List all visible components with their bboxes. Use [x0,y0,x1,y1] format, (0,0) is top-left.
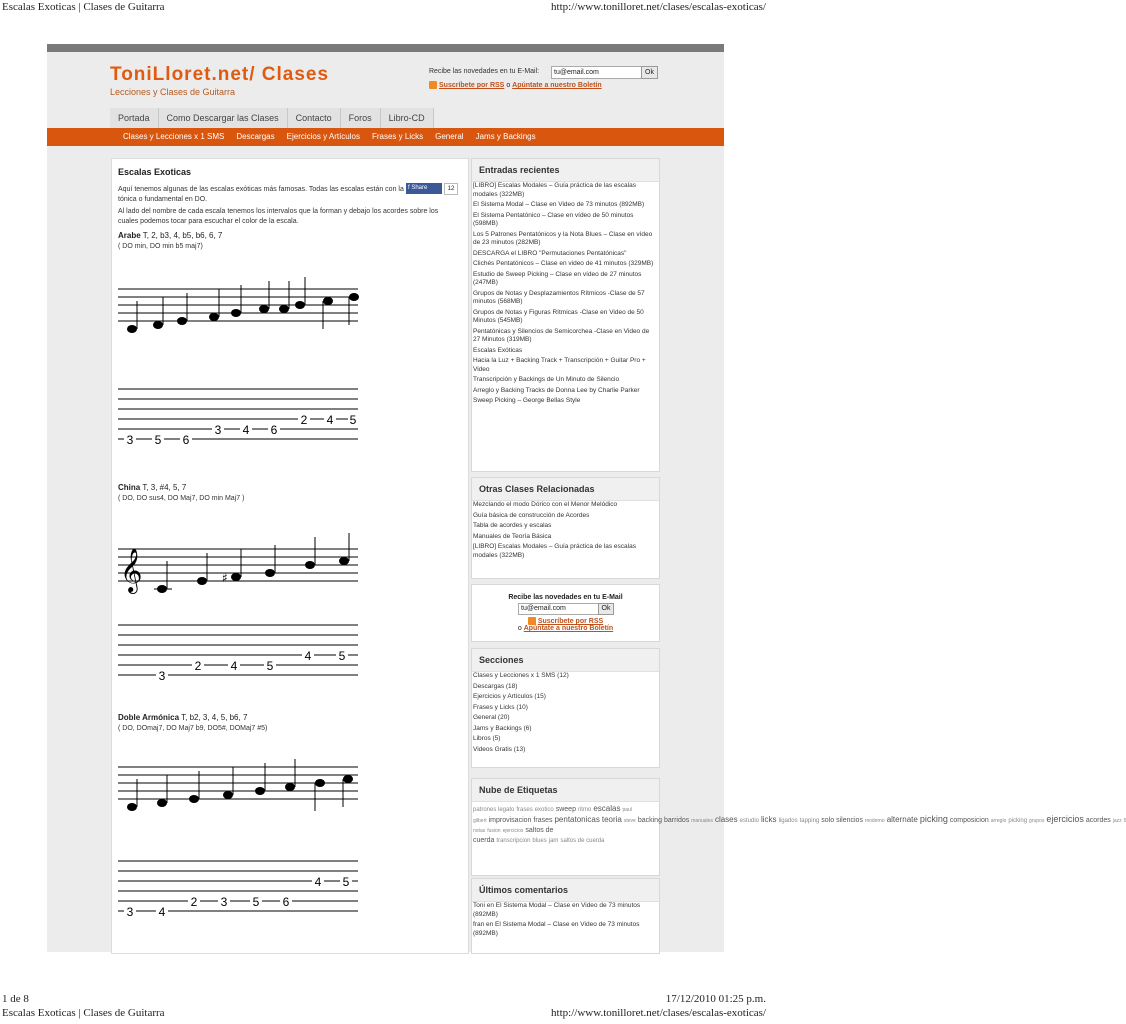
sections-widget [471,648,660,768]
share-count: 12 [444,183,458,195]
tab-number: 3 [220,895,228,909]
tab-number: 4 [158,905,166,919]
widget-title: Entradas recientes [472,159,659,182]
or-text: o [506,81,511,89]
section-link[interactable]: Descargas (18) [473,682,518,690]
related-widget [471,477,660,579]
tab-number: 2 [300,413,308,427]
tag-link[interactable]: improvisacion [488,817,532,824]
print-footer-title: Escalas Exoticas | Clases de Guitarra [2,1007,165,1019]
nav-descargar[interactable]: Como Descargar las Clases [159,108,288,128]
tag-link[interactable]: fusion [487,828,501,834]
scale-intervals: T, 3, #4, 5, 7 [142,483,187,492]
sections-list [472,672,659,754]
website [47,44,1126,952]
tab-number: 3 [214,423,222,437]
recent-post-link[interactable]: Estudio de Sweep Picking – Clase en vídeo de 27 minutos (247MB) [473,270,642,286]
tag-link[interactable]: jazz [1112,818,1122,824]
print-header-url: http://www.tonilloret.net/clases/escalas-exoticas/ [551,1,766,13]
recent-posts-widget [471,158,660,472]
cat-descargas[interactable]: Descargas [236,132,275,141]
tag-link[interactable]: backing [637,817,662,824]
section-link[interactable]: Clases y Lecciones x 1 SMS (12) [473,672,569,679]
page-number: 1 de 8 [2,993,29,1005]
tab-number: 5 [266,659,274,673]
tag-link[interactable]: tapping [799,818,820,824]
email-widget-title: Recibe las novedades en tu E-Mail [508,594,623,601]
recent-post-link[interactable]: Arreglo y Backing Tracks de Donna Lee by Charlie Parker [473,386,640,394]
tag-link[interactable]: solo [821,817,835,824]
widget-title: Secciones [472,649,659,672]
widget-title: Otras Clases Relacionadas [472,478,659,501]
tag-link[interactable]: sweep [555,806,576,813]
scale-chords: ( DO, DOmaj7, DO Maj7 b9, DO5#, DOMaj7 #5) [118,725,268,732]
tag-link[interactable]: ejercicios [1046,814,1084,824]
print-datetime: 17/12/2010 01:25 p.m. [665,993,766,1005]
site-tagline: Lecciones y Clases de Guitarra [110,87,236,97]
tag-link[interactable]: picking [919,814,948,824]
arabe-notation [118,259,358,459]
tab-number: 3 [126,905,134,919]
recent-post-link[interactable]: Escalas Exóticas [473,346,523,354]
email-widget [471,584,660,642]
tag-link[interactable]: estudio [739,818,759,824]
recent-post-link[interactable]: El Sistema Pentatónico – Clase en vídeo de 50 minutos (598MB) [473,211,634,227]
cat-sms[interactable]: Clases y Lecciones x 1 SMS [123,132,225,141]
tag-link[interactable]: 5 notas [473,818,1126,834]
email-input[interactable]: tu@email.com [551,66,643,79]
scale-name: Doble Armónica [118,713,180,722]
print-header [0,0,768,16]
related-link[interactable]: Mezclando el modo Dórico con el Menor Melódico [473,501,618,508]
or-text: o [517,625,522,632]
tag-link[interactable]: picking [1008,818,1028,824]
nav-contacto[interactable]: Contacto [288,108,341,128]
tag-link[interactable]: frases [516,807,533,813]
tag-link[interactable]: escalas [593,804,621,813]
ok-button[interactable]: Ok [598,603,614,615]
intro-paragraph: Aquí tenemos algunas de las escalas exóticas más famosas. Todas las escalas están con la tónica o fundamental en DO. [118,186,404,203]
tab-number: 2 [194,659,202,673]
tag-link[interactable]: barridos [663,817,690,824]
recent-post-link[interactable]: Transcripción y Backings de Un Minuto de Silencio [473,376,620,383]
tag-link[interactable]: ejercicios [502,828,524,834]
section-link[interactable]: Videos Gratis (13) [473,745,526,753]
email-input[interactable]: tu@email.com [518,603,600,615]
tab-number: 4 [242,423,250,437]
print-footer [0,992,768,1024]
related-link[interactable]: Guía básica de construcción de Acordes [473,511,590,519]
tag-link[interactable]: manuales [691,818,713,824]
main-nav [110,108,434,128]
tab-number: 6 [182,433,190,447]
tag-link[interactable]: moderno [864,818,885,824]
recent-post-link[interactable]: Grupos de Notas y Desplazamientos Rítmicos -Clase de 57 minutos (568MB) [473,289,645,305]
recent-post-link[interactable]: Hacia la Luz + Backing Track + Transcripción + Guitar Pro + Video [473,357,646,373]
rss-link[interactable]: Suscríbete por RSS [537,617,604,625]
newsletter-link[interactable]: Apúntate a nuestro Boletín [523,625,614,632]
recent-post-link[interactable]: Los 5 Patrones Pentatónicos y la Nota Blues – Clase en vídeo de 23 minutos (282MB) [473,230,653,246]
recent-post-link[interactable]: Clichés Pentatónicos – Clase en video de 41 minutos (329MB) [473,260,654,267]
nav-foros[interactable]: Foros [341,108,381,128]
tab-number: 5 [349,413,357,427]
tag-link[interactable]: frases [533,817,553,824]
recent-posts-list [472,182,659,406]
tab-number: 2 [190,895,198,909]
share-label: Share [411,185,428,191]
tag-link[interactable]: alternate [886,815,918,824]
nav-libro[interactable]: Libro-CD [381,108,434,128]
comments-widget [471,878,660,954]
tag-link[interactable]: silencios [836,817,863,824]
section-link[interactable]: Frases y Licks (10) [473,703,528,711]
top-bar [47,44,724,52]
print-footer-url: http://www.tonilloret.net/clases/escalas-exoticas/ [551,1007,766,1019]
subscribe-label: Recibe las novedades en tu E-Mail: [429,68,540,75]
post-title: Escalas Exoticas [118,167,192,177]
tag-cloud-widget [471,778,1126,876]
scale-name: Arabe [118,231,141,240]
tag-link[interactable]: pentatonicas [554,815,600,824]
rss-link[interactable]: Suscríbete por RSS [439,81,505,89]
recent-post-link[interactable]: [LIBRO] Escalas Modales – Guía práctica de las escalas modales (322MB) [473,182,636,198]
cat-general[interactable]: General [435,132,464,141]
tag-link[interactable]: ritmo [577,807,592,813]
section-link[interactable]: Jams y Backings (6) [473,724,532,732]
section-link[interactable]: Libros (5) [473,735,501,742]
recent-post-link[interactable]: El Sistema Modal – Clase en Video de 73 minutos (892MB) [473,201,645,208]
tag-link[interactable]: exotico [534,807,554,813]
site-logo[interactable]: ToniLloret.net/ Clases [110,64,330,85]
scale-intervals: T, 2, b3, 4, b5, b6, 6, 7 [142,231,223,240]
tag-link[interactable]: blues [532,838,547,844]
tag-link[interactable]: saltos de cuerda [560,838,605,844]
tab-number: 4 [230,659,238,673]
section-link[interactable]: Ejercicios y Artículos (15) [473,693,546,700]
rss-row [429,81,602,89]
tag-link[interactable]: paul gilbert [473,807,632,824]
rss-icon [429,81,437,89]
intro-paragraph-2: Al lado del nombre de cada escala tenemos los intervalos que la forman y debajo los acordes sobre los cuales podemos tocar para escuchar el color de la escala. [118,208,439,225]
tag-link[interactable]: licks [761,815,777,824]
tab-number: 5 [342,875,350,889]
cat-frases[interactable]: Frases y Licks [371,132,424,141]
widget-title: Nube de Etiquetas [472,779,659,802]
nav-portada[interactable]: Portada [110,108,159,128]
section-link[interactable]: General (20) [473,714,510,721]
tab-number: 6 [282,895,290,909]
tab-number: 4 [326,413,334,427]
tag-link[interactable]: patrones legato [473,807,515,813]
ok-button[interactable]: Ok [641,66,658,79]
tag-link[interactable]: jam [548,838,559,844]
scale-title [118,231,222,240]
related-link[interactable]: Manuales de Teoría Básica [473,532,552,540]
treble-clef-icon: 𝄞 [120,548,143,592]
doble-armonica-notation [118,741,358,941]
comment-link[interactable]: fran en El Sistema Modal – Clase en Video de 73 minutos (892MB) [473,921,640,937]
scale-chords: ( DO min, DO min b5 maj7) [118,243,203,250]
cat-jams[interactable]: Jams y Backings [475,132,536,141]
tag-link[interactable]: transcripcion [496,838,531,844]
scale-title [118,483,186,492]
tab-number: 3 [126,433,134,447]
tag-link[interactable]: ligados [778,818,798,824]
rss-icon [528,617,536,625]
facebook-share-button[interactable]: f Share [406,183,442,194]
tag-link[interactable]: arreglo [990,818,1007,824]
category-nav [117,128,542,146]
tab-number: 6 [270,423,278,437]
tab-number: 3 [158,669,166,683]
scale-intervals: T, b2, 3, 4, 5, b6, 7 [181,713,248,722]
newsletter-link[interactable]: Apúntate a nuestro Boletín [512,81,602,89]
svg-text:♯: ♯ [222,571,228,585]
related-link[interactable]: Tabla de acordes y escalas [473,522,552,529]
post-content [111,158,469,954]
tag-link[interactable]: clases [714,815,738,824]
tab-number: 5 [252,895,260,909]
cat-ejercicios[interactable]: Ejercicios y Artículos [286,132,360,141]
china-notation [118,509,358,689]
recent-post-link[interactable]: DESCARGA el LIBRO "Permutaciones Pentatónicas" [473,249,627,257]
widget-title: Últimos comentarios [472,879,659,902]
print-header-title: Escalas Exoticas | Clases de Guitarra [2,1,165,13]
tag-link[interactable]: acordes [1085,817,1111,824]
tab-number: 5 [338,649,346,663]
tab-number: 5 [154,433,162,447]
tag-link[interactable]: grupos [1029,818,1045,824]
tag-link[interactable]: teoria [601,815,622,824]
tab-number: 4 [304,649,312,663]
comment-link[interactable]: Toni en El Sistema Modal – Clase en Video de 73 minutos (892MB) [473,902,641,918]
scale-chords: ( DO, DO sus4, DO Maj7, DO min Maj7 ) [118,495,245,502]
recent-post-link[interactable]: Pentatónicas y Silencios de Semicorchea -Clase en Video de 27 Minutos (319MB) [473,327,650,343]
tab-number: 4 [314,875,322,889]
tag-link[interactable]: steve [623,818,636,824]
related-link[interactable]: [LIBRO] Escalas Modales – Guía práctica de las escalas modales (322MB) [473,543,636,559]
scale-title [118,713,247,722]
scale-name: China [118,483,141,492]
tag-link[interactable]: saltos de cuerda [473,827,554,844]
comments-list [472,902,659,938]
recent-post-link[interactable]: Sweep Picking – George Bellas Style [473,397,581,404]
tag-link[interactable]: composicion [949,817,989,824]
related-list [472,501,659,560]
recent-post-link[interactable]: Grupos de Notas y Figuras Rítmicas -Clase en Video de 50 Minutos (545MB) [473,308,644,324]
tag-cloud [472,802,1126,848]
